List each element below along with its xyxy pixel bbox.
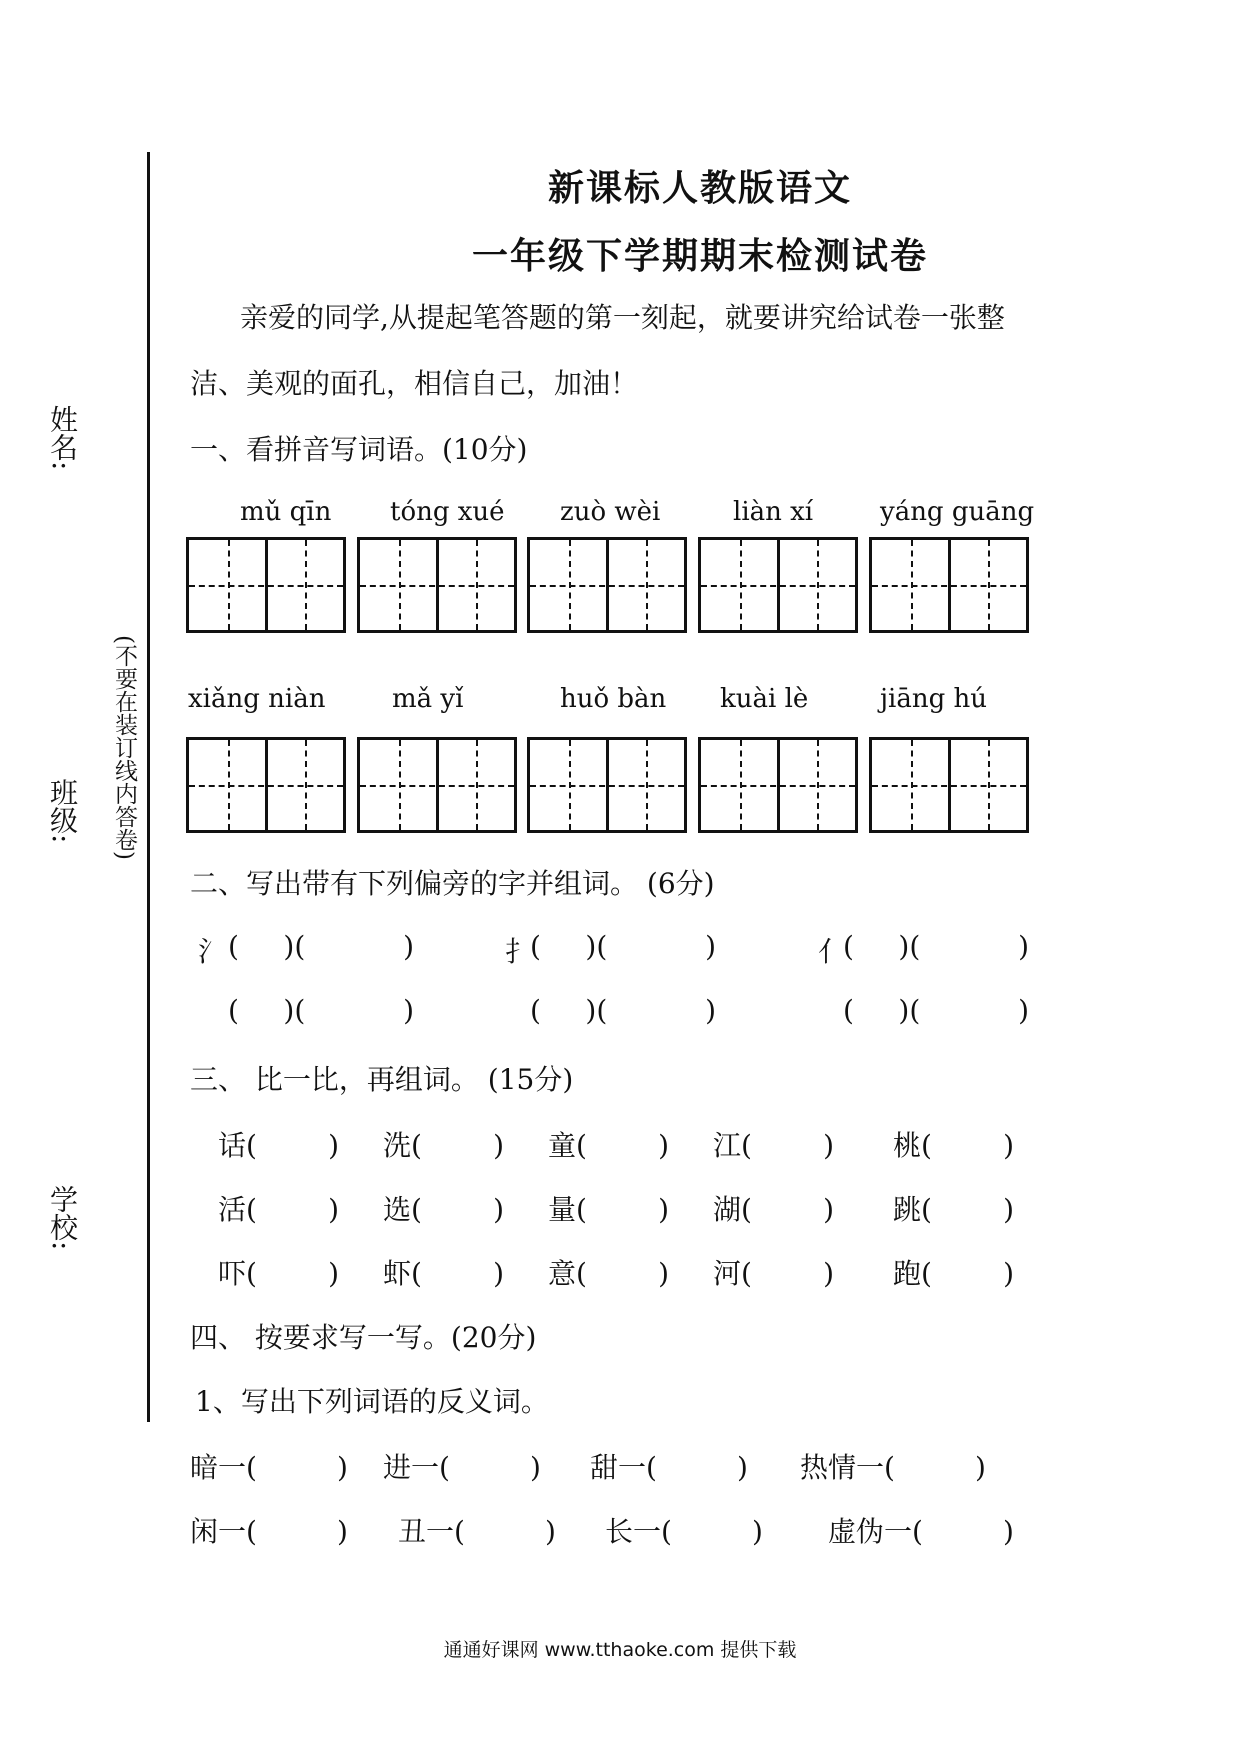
compare-char[interactable]: 湖( ) <box>713 1193 835 1226</box>
answer-blank[interactable]: ( )( ) <box>530 930 717 963</box>
antonym-item[interactable]: 闲一( ) <box>190 1515 348 1548</box>
pinyin-label: zuò wèi <box>560 497 661 527</box>
pinyin-label: kuài lè <box>720 684 809 714</box>
compare-char[interactable]: 跑( ) <box>893 1257 1015 1290</box>
answer-blank[interactable]: ( )( ) <box>228 994 415 1027</box>
pinyin-label: liàn xí <box>733 497 814 527</box>
section4-heading: 四、 按要求写一写。(20分) <box>190 1321 537 1354</box>
intro-line-1: 亲爱的同学,从提起笔答题的第一刻起，就要讲究给试卷一张整 <box>240 301 1005 334</box>
compare-char[interactable]: 跳( ) <box>893 1193 1015 1226</box>
compare-char[interactable]: 河( ) <box>713 1257 835 1290</box>
pinyin-label: mǔ qīn <box>240 497 332 527</box>
writing-grid[interactable] <box>186 737 346 833</box>
footer-text: 通通好课网 www.tthaoke.com 提供下载 <box>443 1639 797 1661</box>
pinyin-label: tóng xué <box>390 497 505 527</box>
antonym-item[interactable]: 暗一( ) <box>190 1451 348 1484</box>
writing-grid[interactable] <box>527 737 687 833</box>
pinyin-label: huǒ bàn <box>560 684 667 714</box>
section4-sub1: 1、写出下列词语的反义词。 <box>195 1385 549 1418</box>
answer-blank[interactable]: ( )( ) <box>228 930 415 963</box>
class-label: 班级: <box>46 778 79 844</box>
intro-line-2: 洁、美观的面孔，相信自己，加油！ <box>190 367 639 400</box>
radical: 亻 <box>818 935 847 968</box>
section3-heading: 三、 比一比，再组词。 (15分) <box>190 1063 574 1096</box>
writing-grid[interactable] <box>869 737 1029 833</box>
antonym-item[interactable]: 进一( ) <box>383 1451 541 1484</box>
radical: 氵 <box>198 935 227 968</box>
writing-grid[interactable] <box>869 537 1029 633</box>
radical: 扌 <box>505 935 534 968</box>
compare-char[interactable]: 洗( ) <box>383 1129 505 1162</box>
compare-char[interactable]: 吓( ) <box>218 1257 340 1290</box>
writing-grid[interactable] <box>698 537 858 633</box>
compare-char[interactable]: 江( ) <box>713 1129 835 1162</box>
title-line-2: 一年级下学期期末检测试卷 <box>471 235 928 277</box>
answer-blank[interactable]: ( )( ) <box>530 994 717 1027</box>
writing-grid[interactable] <box>357 537 517 633</box>
compare-char[interactable]: 虾( ) <box>383 1257 505 1290</box>
compare-char[interactable]: 话( ) <box>218 1129 340 1162</box>
compare-char[interactable]: 活( ) <box>218 1193 340 1226</box>
pinyin-label: xiǎng niàn <box>188 684 326 714</box>
name-label: 姓名: <box>46 405 79 471</box>
section1-heading: 一、看拼音写词语。(10分) <box>190 433 528 466</box>
compare-char[interactable]: 桃( ) <box>893 1129 1015 1162</box>
compare-char[interactable]: 童( ) <box>548 1129 670 1162</box>
pinyin-label: yáng guāng <box>880 497 1035 527</box>
section2-heading: 二、写出带有下列偏旁的字并组词。 (6分) <box>190 867 715 900</box>
writing-grid[interactable] <box>698 737 858 833</box>
pinyin-label: jiāng hú <box>880 684 988 714</box>
writing-grid[interactable] <box>527 537 687 633</box>
writing-grid[interactable] <box>357 737 517 833</box>
antonym-item[interactable]: 虚伪一( ) <box>828 1515 1014 1548</box>
title-line-1: 新课标人教版语文 <box>547 167 852 209</box>
binding-note: (不要在装订线内答卷) <box>111 635 137 860</box>
antonym-item[interactable]: 长一( ) <box>605 1515 763 1548</box>
antonym-item[interactable]: 丑一( ) <box>398 1515 556 1548</box>
answer-blank[interactable]: ( )( ) <box>843 994 1030 1027</box>
pinyin-label: mǎ yǐ <box>392 684 464 714</box>
school-label: 学校: <box>46 1185 79 1251</box>
answer-blank[interactable]: ( )( ) <box>843 930 1030 963</box>
compare-char[interactable]: 选( ) <box>383 1193 505 1226</box>
binding-line <box>147 152 150 1422</box>
compare-char[interactable]: 意( ) <box>548 1257 670 1290</box>
writing-grid[interactable] <box>186 537 346 633</box>
compare-char[interactable]: 量( ) <box>548 1193 670 1226</box>
antonym-item[interactable]: 热情一( ) <box>800 1451 986 1484</box>
antonym-item[interactable]: 甜一( ) <box>590 1451 748 1484</box>
